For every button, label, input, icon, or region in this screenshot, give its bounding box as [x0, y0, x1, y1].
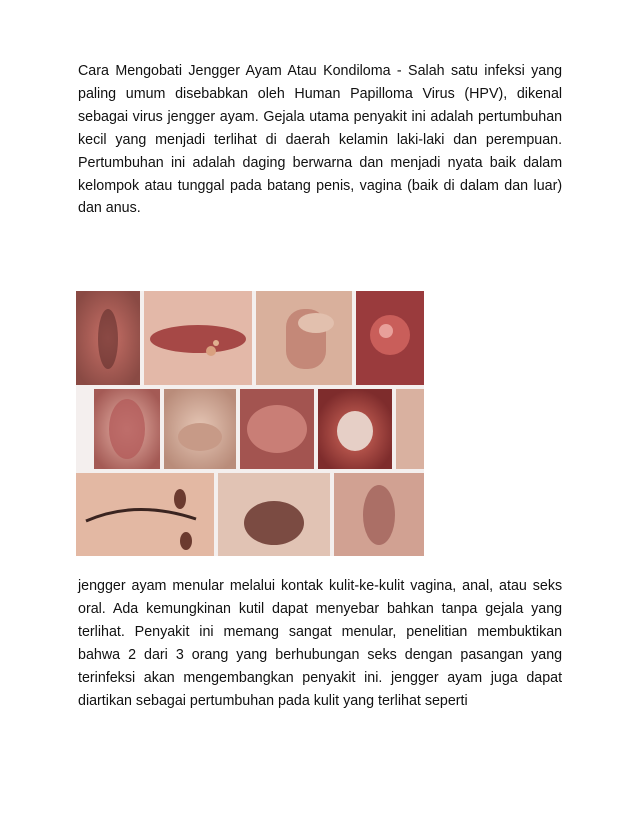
photo-tile-7	[240, 389, 314, 469]
transmission-paragraph: jengger ayam menular melalui kontak kulit-ke-kulit vagina, anal, atau seks oral. Ada kemungkinan kutil dapat menyebar bahkan tanpa gejala yang terlihat. Penyakit ini memang sangat menular, penelitian membuktikan bahwa 2 dari 3 orang yang berhubungan seks dengan pasangan yang terinfeksi akan mengembangkan penyakit ini. jengger ayam juga dapat diartikan sebagai pertumbuhan pada kulit yang terlihat seperti	[78, 577, 563, 709]
intro-paragraph: Cara Mengobati Jengger Ayam Atau Kondiloma - Salah satu infeksi yang paling umum disebabkan oleh Human Papilloma Virus (HPV), dikenal sebagai virus jengger ayam. Gejala utama penyakit ini adalah pertumbuhan kecil yang menjadi terlihat di daerah kelamin laki-laki dan perempuan. Pertumbuhan ini adalah daging berwarna dan menjadi nyata baik dalam kelompok atau tunggal pada batang penis, vagina (baik di dalam dan luar) dan anus.	[78, 62, 563, 217]
photo-tile-2	[144, 291, 252, 385]
collage-graphic	[76, 291, 424, 556]
photo-tile-6	[164, 389, 236, 469]
photo-tile-1	[76, 291, 140, 385]
photo-collage	[76, 291, 424, 556]
photo-tile-9	[396, 389, 424, 469]
photo-tile-5	[94, 389, 160, 469]
photo-tile-12	[334, 473, 424, 556]
photo-tile-10	[76, 473, 214, 556]
photo-tile-3	[256, 291, 352, 385]
photo-tile-11	[218, 473, 330, 556]
photo-tile-8	[318, 389, 392, 469]
photo-tile-4	[356, 291, 424, 385]
